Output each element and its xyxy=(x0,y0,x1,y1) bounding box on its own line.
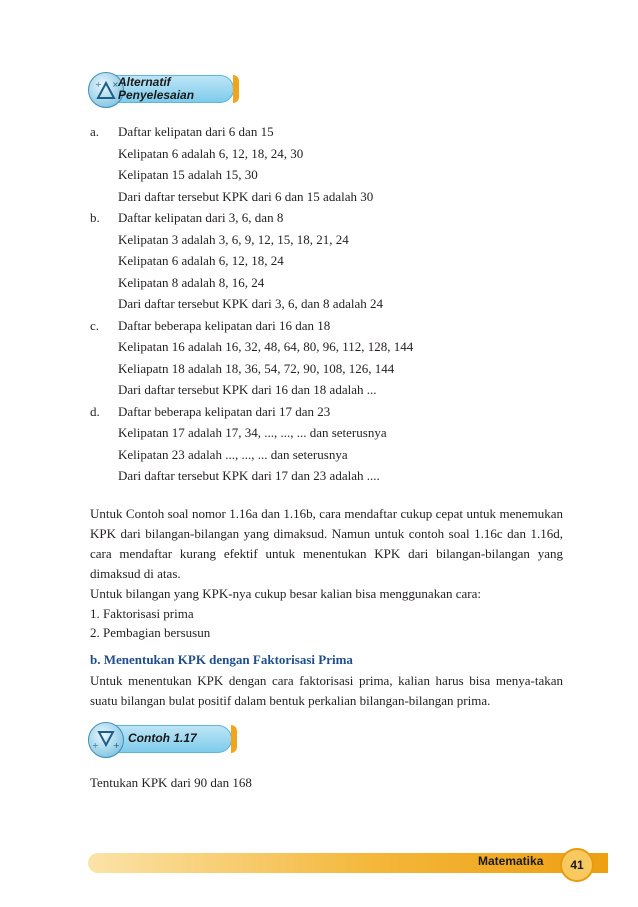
item-d-line: Dari daftar tersebut KPK dari 17 dan 23 adalah .... xyxy=(118,468,380,483)
explanation-paragraph: Untuk Contoh soal nomor 1.16a dan 1.16b, cara mendaftar cukup cepat untuk menemukan KPK dari bilangan-bilangan yang dimaksud. Namun untuk contoh soal 1.16c dan 1.16d, cara mendaftar kurang efektif untuk menentukan KPK dari bilangan-bilangan yang dimaksud di atas. xyxy=(90,506,563,581)
item-c-line: Daftar beberapa kelipatan dari 16 dan 18 xyxy=(118,318,331,333)
item-label-b: b. xyxy=(90,210,100,225)
item-d-line: Kelipatan 17 adalah 17, 34, ..., ..., ... dan seterusnya xyxy=(118,425,387,440)
item-c-line: Keliapatn 18 adalah 18, 36, 54, 72, 90, 108, 126, 144 xyxy=(118,361,395,376)
alternative-solution-badge xyxy=(88,72,238,106)
item-a-line: Daftar kelipatan dari 6 dan 15 xyxy=(118,124,274,139)
item-b-line: Dari daftar tersebut KPK dari 3, 6, dan 8 adalah 24 xyxy=(118,296,383,311)
svg-text:÷: ÷ xyxy=(95,80,102,89)
svg-text:×: × xyxy=(112,80,119,89)
method-item: 2. Pembagian bersusun xyxy=(90,625,211,640)
footer-title: Matematika xyxy=(478,854,544,868)
method-item: 1. Faktorisasi prima xyxy=(90,606,194,621)
page-number: 41 xyxy=(560,848,594,882)
item-b-line: Daftar kelipatan dari 3, 6, dan 8 xyxy=(118,210,284,225)
question-text: Tentukan KPK dari 90 dan 168 xyxy=(90,775,252,790)
item-a-line: Dari daftar tersebut KPK dari 6 dan 15 adalah 30 xyxy=(118,189,374,204)
math-operations-icon xyxy=(88,722,124,758)
item-a-line: Kelipatan 6 adalah 6, 12, 18, 24, 30 xyxy=(118,146,304,161)
item-label-a: a. xyxy=(90,124,100,139)
item-d-line: Daftar beberapa kelipatan dari 17 dan 23 xyxy=(118,404,331,419)
section-heading: b. Menentukan KPK dengan Faktorisasi Prima xyxy=(90,652,353,667)
item-a-line: Kelipatan 15 adalah 15, 30 xyxy=(118,167,258,182)
svg-text:+: + xyxy=(113,741,120,750)
item-b-line: Kelipatan 8 adalah 8, 16, 24 xyxy=(118,275,265,290)
item-c-line: Dari daftar tersebut KPK dari 16 dan 18 adalah ... xyxy=(118,382,377,397)
method-intro: Untuk bilangan yang KPK-nya cukup besar kalian bisa menggunakan cara: xyxy=(90,586,481,601)
item-c-line: Kelipatan 16 adalah 16, 32, 48, 64, 80, 96, 112, 128, 144 xyxy=(118,339,414,354)
item-b-line: Kelipatan 3 adalah 3, 6, 9, 12, 15, 18, 21, 24 xyxy=(118,232,349,247)
section-paragraph: Untuk menentukan KPK dengan cara faktorisasi prima, kalian harus bisa menya-takan suatu bilangan bulat positif dalam bentuk perkalian bilangan-bilangan prima. xyxy=(90,673,563,708)
item-b-line: Kelipatan 6 adalah 6, 12, 18, 24 xyxy=(118,253,284,268)
item-label-d: d. xyxy=(90,404,100,419)
svg-text:÷: ÷ xyxy=(92,741,99,750)
example-badge xyxy=(88,722,238,756)
badge-title-line2: Penyelesaian xyxy=(118,88,195,102)
example-label: Contoh 1.17 xyxy=(128,731,197,745)
item-d-line: Kelipatan 23 adalah ..., ..., ... dan seterusnya xyxy=(118,447,348,462)
badge-title-line1: Alternatif xyxy=(118,75,171,89)
item-label-c: c. xyxy=(90,318,100,333)
